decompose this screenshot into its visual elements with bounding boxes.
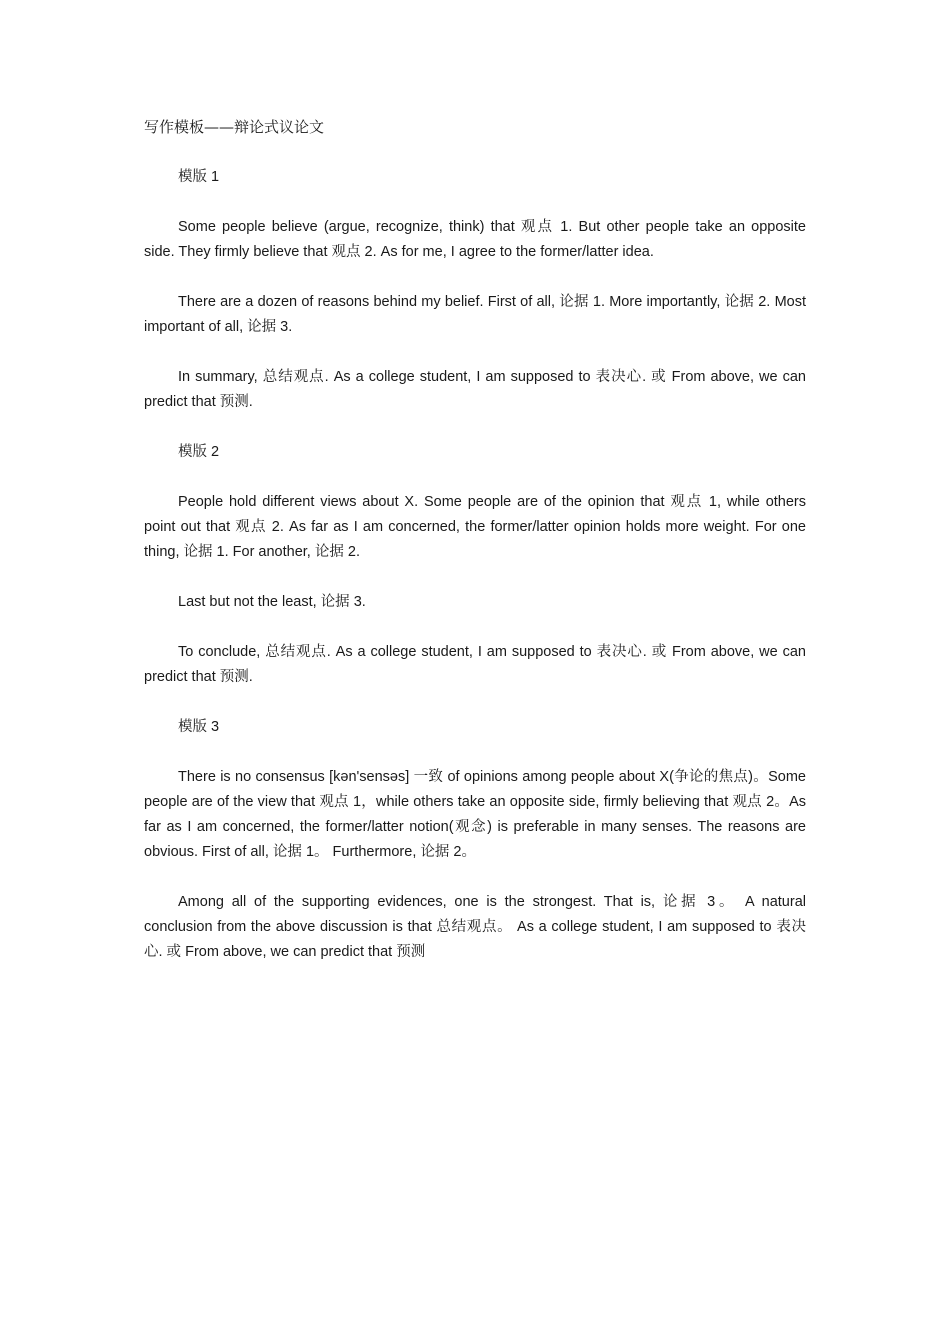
template-section-2 xyxy=(144,440,806,690)
paragraph: Among all of the supporting evidences, one is the strongest. That is, 论据 3。 A natural conclusion from the above discussion is that 总结观点。 As a college student, I am supposed to 表决心. 或 From above, we can predict that 预测 xyxy=(144,894,806,960)
paragraph: People hold different views about X. Some people are of the opinion that 观点 1, while others point out that 观点 2. As far as I am concerned, the former/latter opinion holds more weight. For one thing, 论据 1. For another, 论据 2. xyxy=(144,494,806,560)
paragraph: Some people believe (argue, recognize, think) that 观点 1. But other people take an opposite side. They firmly believe that 观点 2. As for me, I agree to the former/latter idea. xyxy=(144,219,806,260)
template-heading-3: 模版 3 xyxy=(178,719,220,735)
template-heading-1: 模版 1 xyxy=(178,169,220,185)
paragraph: There are a dozen of reasons behind my belief. First of all, 论据 1. More importantly, 论据 2. Most important of all, 论据 3. xyxy=(144,294,806,335)
paragraph: Last but not the least, 论据 3. xyxy=(178,594,366,610)
document-page xyxy=(144,115,806,990)
template-heading-2: 模版 2 xyxy=(178,444,220,460)
paragraph: There is no consensus [kən'sensəs] 一致 of opinions among people about X(争论的焦点)。Some people are of the view that 观点 1，while others take an opposite side, firmly believing that 观点 2。As far as I am concerned, the former/latter notion(观念) is preferable in many senses. The reasons are obvious. First of all, 论据 1。 Furthermore, 论据 2。 xyxy=(144,769,806,860)
document-title: 写作模板——辩论式议论文 xyxy=(144,118,325,136)
template-section-3 xyxy=(144,715,806,965)
paragraph: To conclude, 总结观点. As a college student, I am supposed to 表决心. 或 From above, we can predict that 预测. xyxy=(144,644,806,685)
template-section-1 xyxy=(144,165,806,415)
paragraph: In summary, 总结观点. As a college student, I am supposed to 表决心. 或 From above, we can predict that 预测. xyxy=(144,369,806,410)
